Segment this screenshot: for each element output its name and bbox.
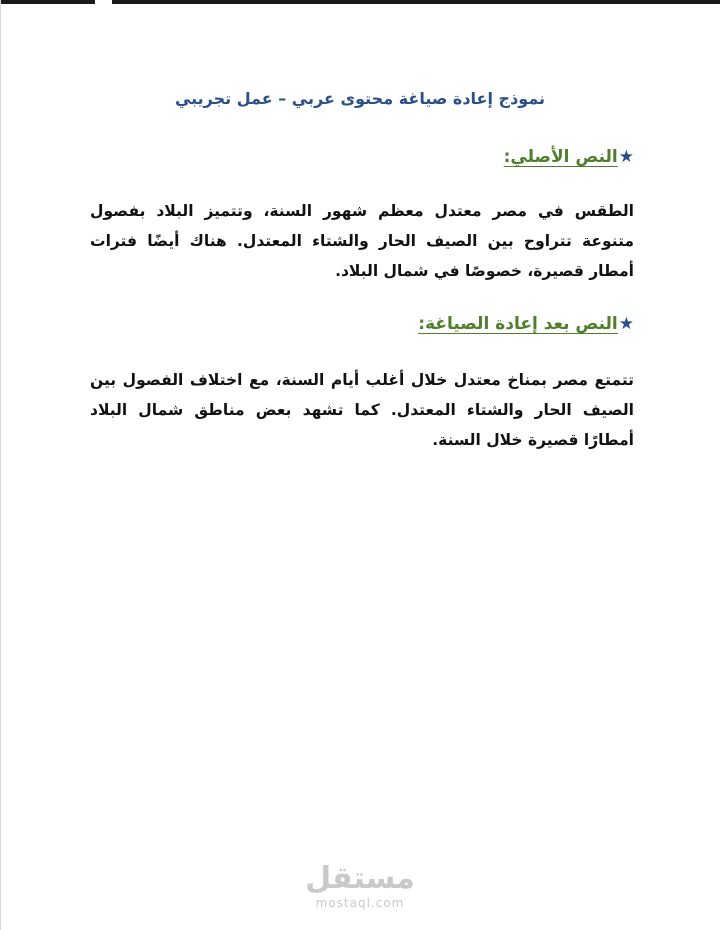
rewritten-text-paragraph: تتمتع مصر بمناخ معتدل خلال أغلب أيام السنة، مع اختلاف الفصول بين الصيف الحار والشتاء المعتدل. كما تشهد بعض مناطق شمال البلاد أمطارًا قصيرة خلال السنة. (90, 371, 634, 449)
watermark-domain: mostaql.com (315, 896, 405, 910)
star-icon: ★ (618, 147, 634, 167)
original-text-paragraph: الطقس في مصر معتدل معظم شهور السنة، وتتميز البلاد بفصول متنوعة تتراوح بين الصيف الحار والشتاء المعتدل. هناك أيضًا فترات أمطار قصيرة، خصوصًا في شمال البلاد. (90, 202, 634, 280)
section-heading-label: النص الأصلي: (503, 147, 618, 167)
star-icon: ★ (618, 314, 634, 334)
top-border-segment (112, 0, 720, 4)
watermark-brand: مستقل (305, 861, 415, 896)
section-heading-rewritten (418, 310, 634, 338)
section-heading-label: النص بعد إعادة الصياغة: (418, 314, 618, 334)
page-left-border (0, 0, 1, 930)
section-heading-original (504, 143, 634, 171)
top-border-segment (0, 0, 95, 4)
document-title: نموذج إعادة صياغة محتوى عربي – عمل تجريبي (174, 89, 546, 108)
mostaql-watermark (0, 862, 720, 910)
